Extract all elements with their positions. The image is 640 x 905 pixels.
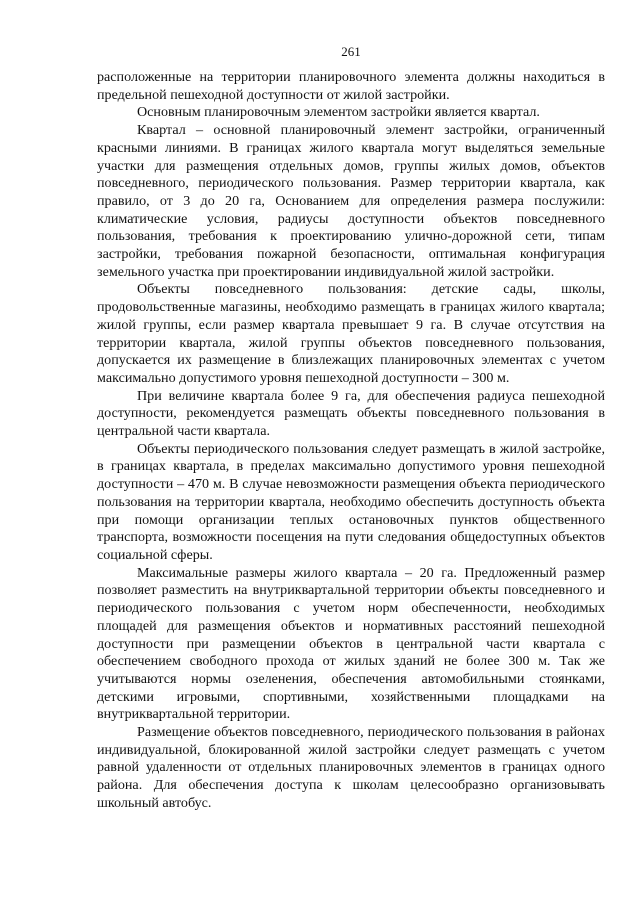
body-text (97, 69, 605, 813)
paragraph-large-quarter: При величине квартала более 9 га, для обеспечения радиуса пешеходной доступности, рекомендуется размещать объекты повседневного пользования в центральной части квартала. (97, 387, 605, 440)
paragraph-individual-housing: Размещение объектов повседневного, периодического пользования в районах индивидуальной, блокированной жилой застройки следует размещать с учетом равной удаленности от отдельных планировочных элементов в границах одного района. Для обеспечения доступа к школам целесообразно организовывать школьный автобус. (97, 724, 605, 811)
document-page (97, 0, 605, 905)
paragraph-continuation: расположенные на территории планировочного элемента должны находиться в предельной пешеходной доступности от жилой застройки. (97, 69, 605, 103)
paragraph-main-element: Основным планировочным элементом застройки является квартал. (137, 104, 540, 121)
paragraph-max-quarter-size: Максимальные размеры жилого квартала – 20 га. Предложенный размер позволяет разместить на внутриквартальной территории объекты повседневного и периодического пользования с учетом норм обеспеченности, необходимых площадей для размещения объектов и нормативных расстояний пешеходной доступности при размещении объектов в центральной части квартала с обеспечением свободного прохода от жилых зданий не более 300 м. Так же учитываются нормы озеленения, обеспечения автомобильными стоянками, детскими игровыми, спортивными, хозяйственными площадками на внутриквартальной территории. (97, 564, 605, 723)
paragraph-quarter-definition: Квартал – основной планировочный элемент застройки, ограниченный красными линиями. В границах жилого квартала могут выделяться земельные участки для размещения отдельных домов, группы жилых домов, объектов повседневного, периодического пользования. Размер территории квартала, как правило, от 3 до 20 га, Основанием для определения размера послужили: климатические условия, радиусы доступности объектов повседневного пользования, требования к проектированию улично-дорожной сети, типам застройки, требования пожарной безопасности, оптимальная конфигурация земельного участка при проектировании индивидуальной жилой застройки. (97, 122, 605, 280)
paragraph-periodic-use-objects: Объекты периодического пользования следует размещать в жилой застройке, в границах квартала, в пределах максимально допустимого уровня пешеходной доступности – 470 м. В случае невозможности размещения объекта периодического пользования на территории квартала, необходимо обеспечить доступность объекта при помощи организации теплых остановочных пунктов общественного транспорта, возможности посещения на пути следования общедоступных объектов социальной сферы. (97, 440, 605, 563)
paragraph-daily-use-objects: Объекты повседневного пользования: детские сады, школы, продовольственные магазины, необходимо размещать в границах жилого квартала; жилой группы, если размер квартала превышает 9 га. В случае отсутствия на территории квартала, жилой группы объектов повседневного пользования, допускается их размещение в близлежащих планировочных элементах с учетом максимально допустимого уровня пешеходной доступности – 300 м. (97, 281, 605, 386)
page-number: 261 (341, 44, 361, 59)
